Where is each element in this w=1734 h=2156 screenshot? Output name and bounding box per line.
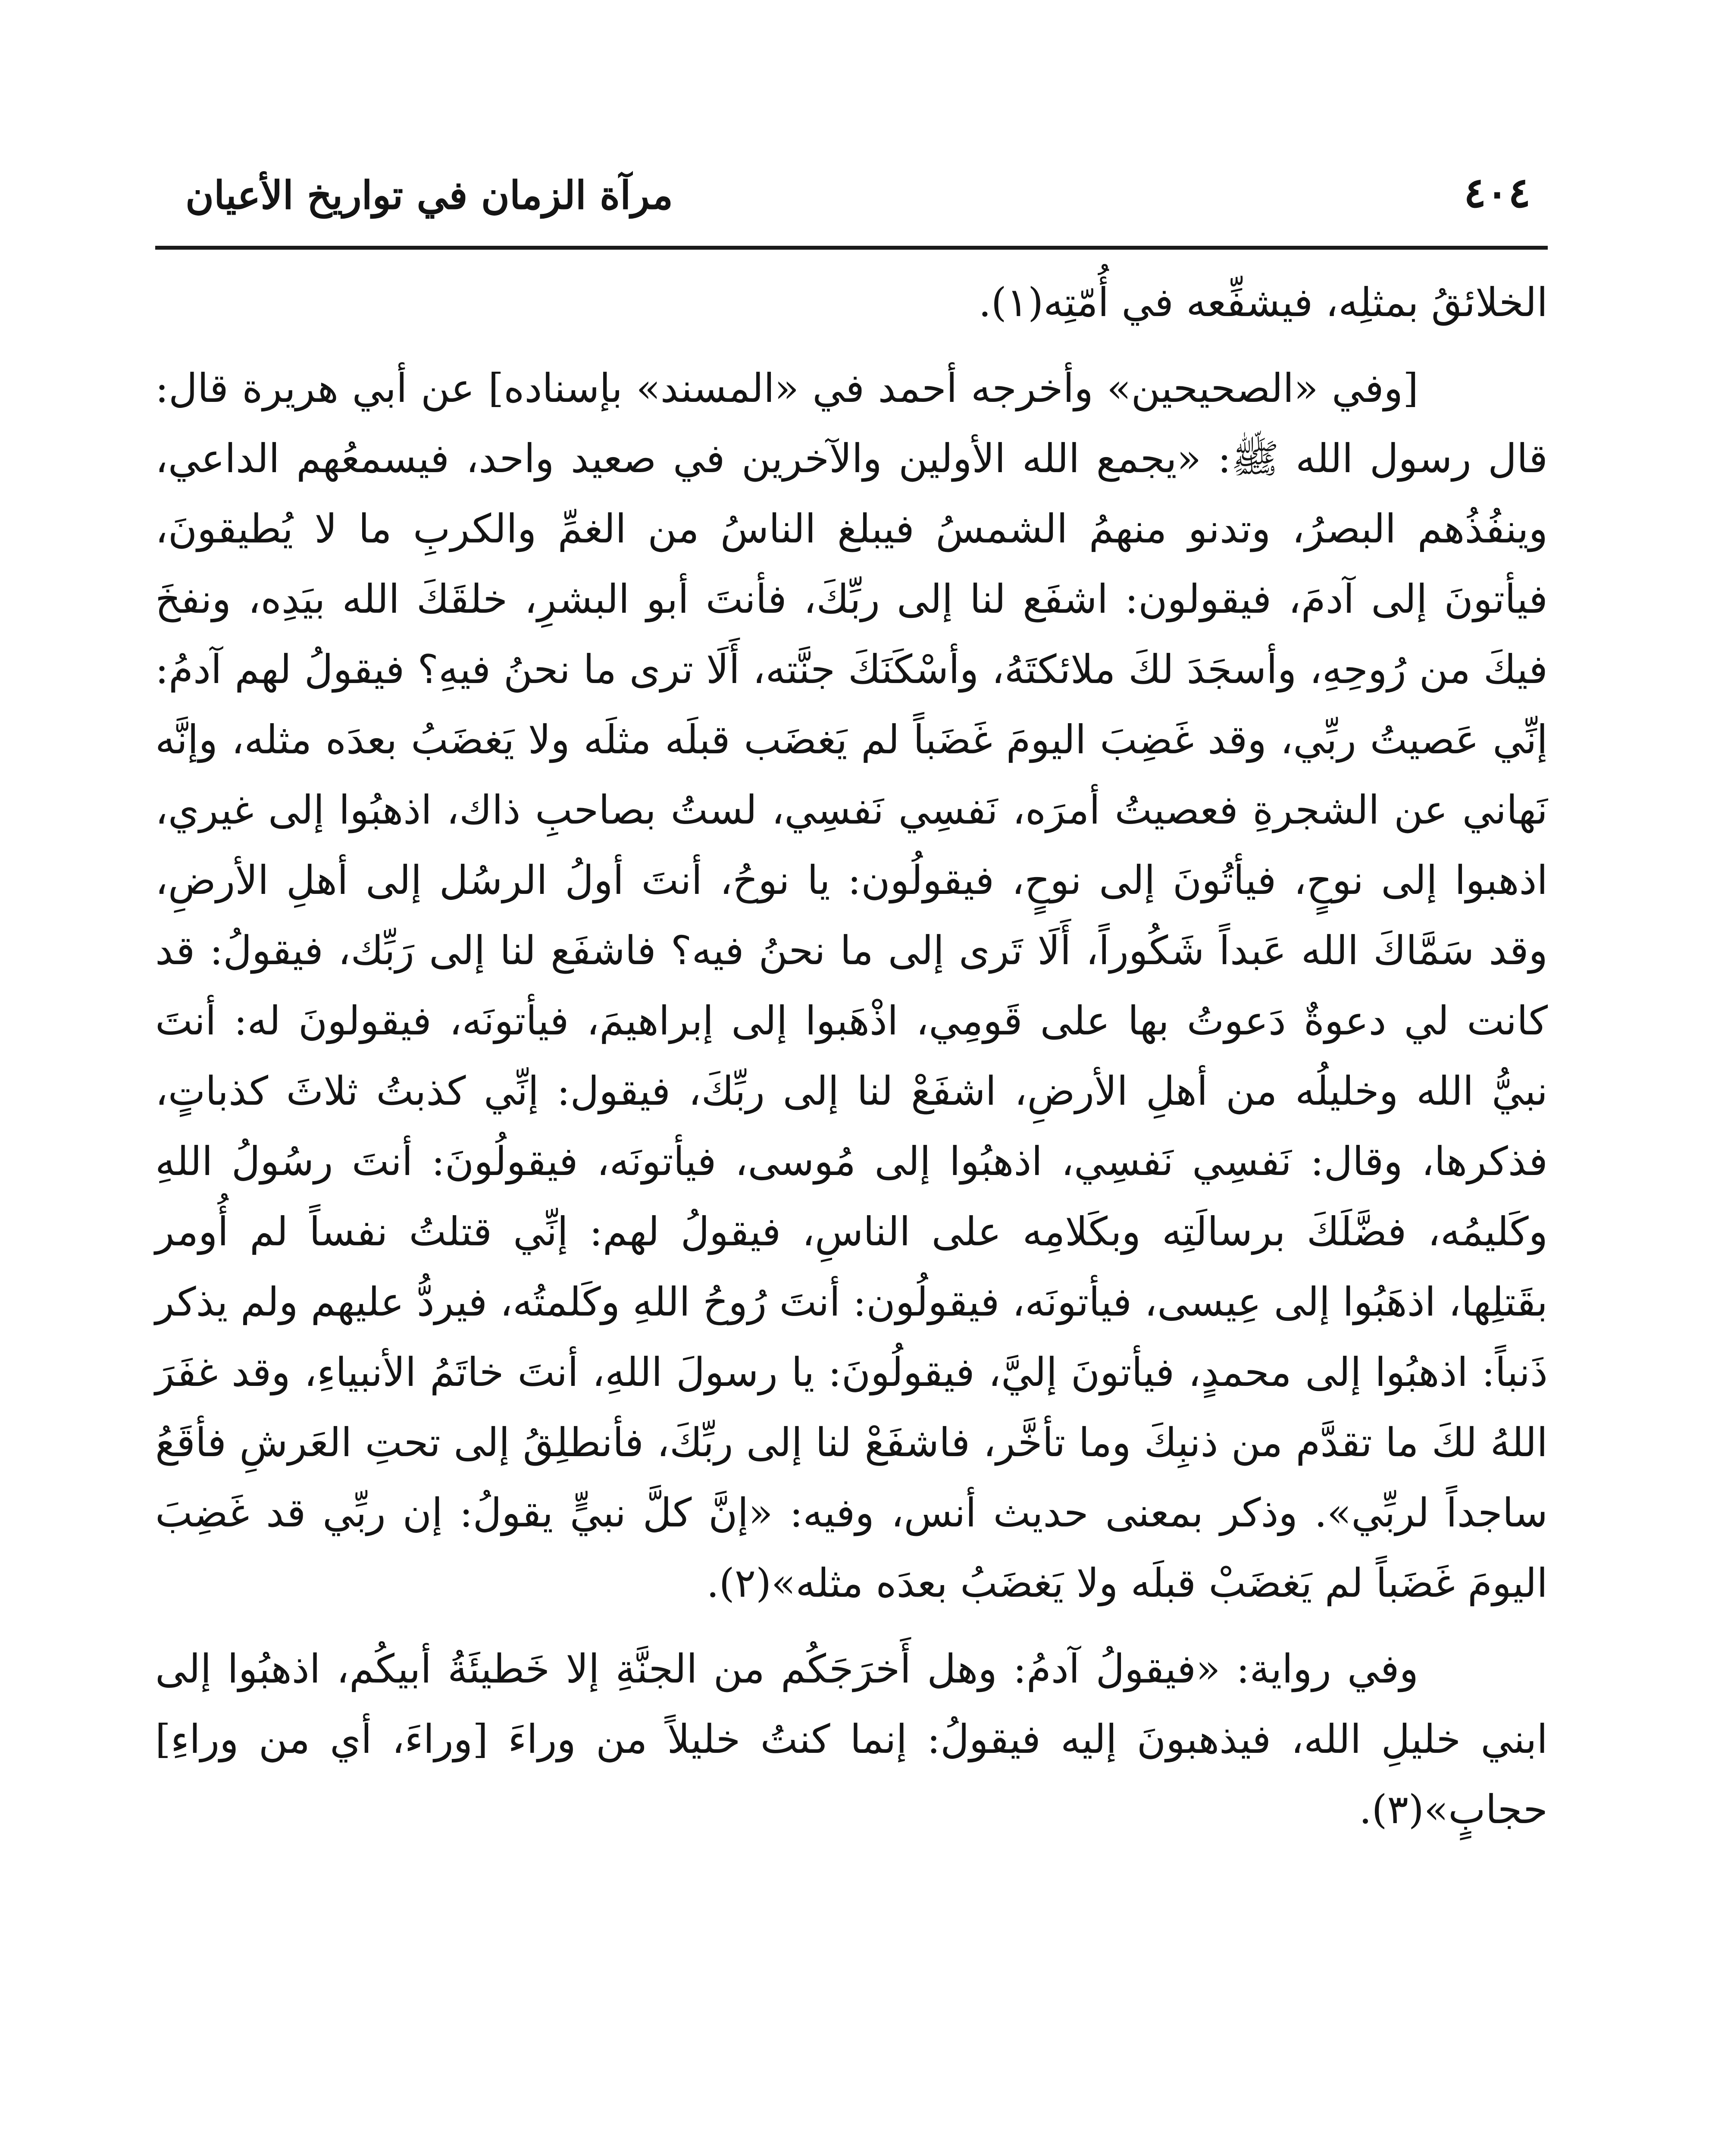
paragraph-continuation: الخلائقُ بمثلِه، فيشفِّعه في أُمّتِه(١). bbox=[978, 279, 1548, 326]
header-rule bbox=[155, 246, 1548, 250]
paragraph-riwaya: وفي رواية: «فيقولُ آدمُ: وهل أَخرَجَكُم من الجنَّةِ إلا خَطيئَةُ أبيكُم، اذهبُوا إلى ابني خليلِ الله، فيذهبونَ إليه فيقولُ: إنما كنتُ خليلاً من وراءَ [وراءَ، أي من وراءِ] حجابٍ»(٣). bbox=[155, 1646, 1548, 1833]
main-text bbox=[155, 267, 1548, 1845]
paragraph-hadith: [وفي «الصحيحين» وأخرجه أحمد في «المسند» بإسناده] عن أبي هريرة قال: قال رسول الله ﷺ: «يجمع الله الأولين والآخرين في صعيد واحد، فيسمعُهم الداعي، وينفُذُهم البصرُ، وتدنو منهمُ الشمسُ فيبلغ الناسُ من الغمِّ والكربِ ما لا يُطيقونَ، فيأتونَ إلى آدمَ، فيقولون: اشفَع لنا إلى ربِّكَ، فأنتَ أبو البشرِ، خلقَكَ الله بيَدِه، ونفخَ فيكَ من رُوحِهِ، وأسجَدَ لكَ ملائكتَهُ، وأسْكَنَكَ جنَّته، أَلَا ترى ما نحنُ فيهِ؟ فيقولُ لهم آدمُ: إنِّي عَصيتُ ربِّي، وقد غَضِبَ اليومَ غَضَباً لم يَغضَب قبلَه مثلَه ولا يَغضَبُ بعدَه مثله، وإنَّه نَهاني عن الشجرةِ فعصيتُ أمرَه، نَفسِي نَفسِي، لستُ بصاحبِ ذاك، اذهبُوا إلى غيري، اذهبوا إلى نوحٍ، فيأتُونَ إلى نوحٍ، فيقولُون: يا نوحُ، أنتَ أولُ الرسُل إلى أهلِ الأرضِ، وقد سَمَّاكَ الله عَبداً شَكُوراً، أَلَا تَرى إلى ما نحنُ فيه؟ فاشفَع لنا إلى رَبِّك، فيقولُ: قد كانت لي دعوةٌ دَعوتُ بها على قَومِي، اذْهَبوا إلى إبراهيمَ، فيأتونَه، فيقولونَ له: أنتَ نبيُّ الله وخليلُه من أهلِ الأرضِ، اشفَعْ لنا إلى ربِّكَ، فيقول: إنِّي كذبتُ ثلاثَ كذباتٍ، فذكرها، وقال: نَفسِي نَفسِي، اذهبُوا إلى مُوسى، فيأتونَه، فيقولُونَ: أنتَ رسُولُ اللهِ وكَليمُه، فضَّلَكَ برسالَتِه وبكَلامِه على الناسِ، فيقولُ لهم: إنِّي قتلتُ نفساً لم أُومر بقَتلِها، اذهَبُوا إلى عِيسى، فيأتونَه، فيقولُون: أنتَ رُوحُ اللهِ وكَلمتُه، فيردُّ عليهم ولم يذكر ذَنباً: اذهبُوا إلى محمدٍ، فيأتونَ إليَّ، فيقولُونَ: يا رسولَ اللهِ، أنتَ خاتَمُ الأنبياءِ، وقد غفَرَ اللهُ لكَ ما تقدَّم من ذنبِكَ وما تأخَّر، فاشفَعْ لنا إلى ربِّكَ، فأنطلِقُ إلى تحتِ العَرشِ فأقَعُ ساجداً لربِّي». وذكر بمعنى حديث أنس، وفيه: «إنَّ كلَّ نبيٍّ يقولُ: إن ربِّي قد غَضِبَ اليومَ غَضَباً لم يَغضَبْ قبلَه ولا يَغضَبُ بعدَه مثله»(٢). bbox=[155, 365, 1548, 1606]
page-header bbox=[155, 155, 1548, 241]
page-number: ٤٠٤ bbox=[1464, 168, 1531, 217]
running-title: مرآة الزمان في تواريخ الأعيان bbox=[185, 172, 673, 218]
